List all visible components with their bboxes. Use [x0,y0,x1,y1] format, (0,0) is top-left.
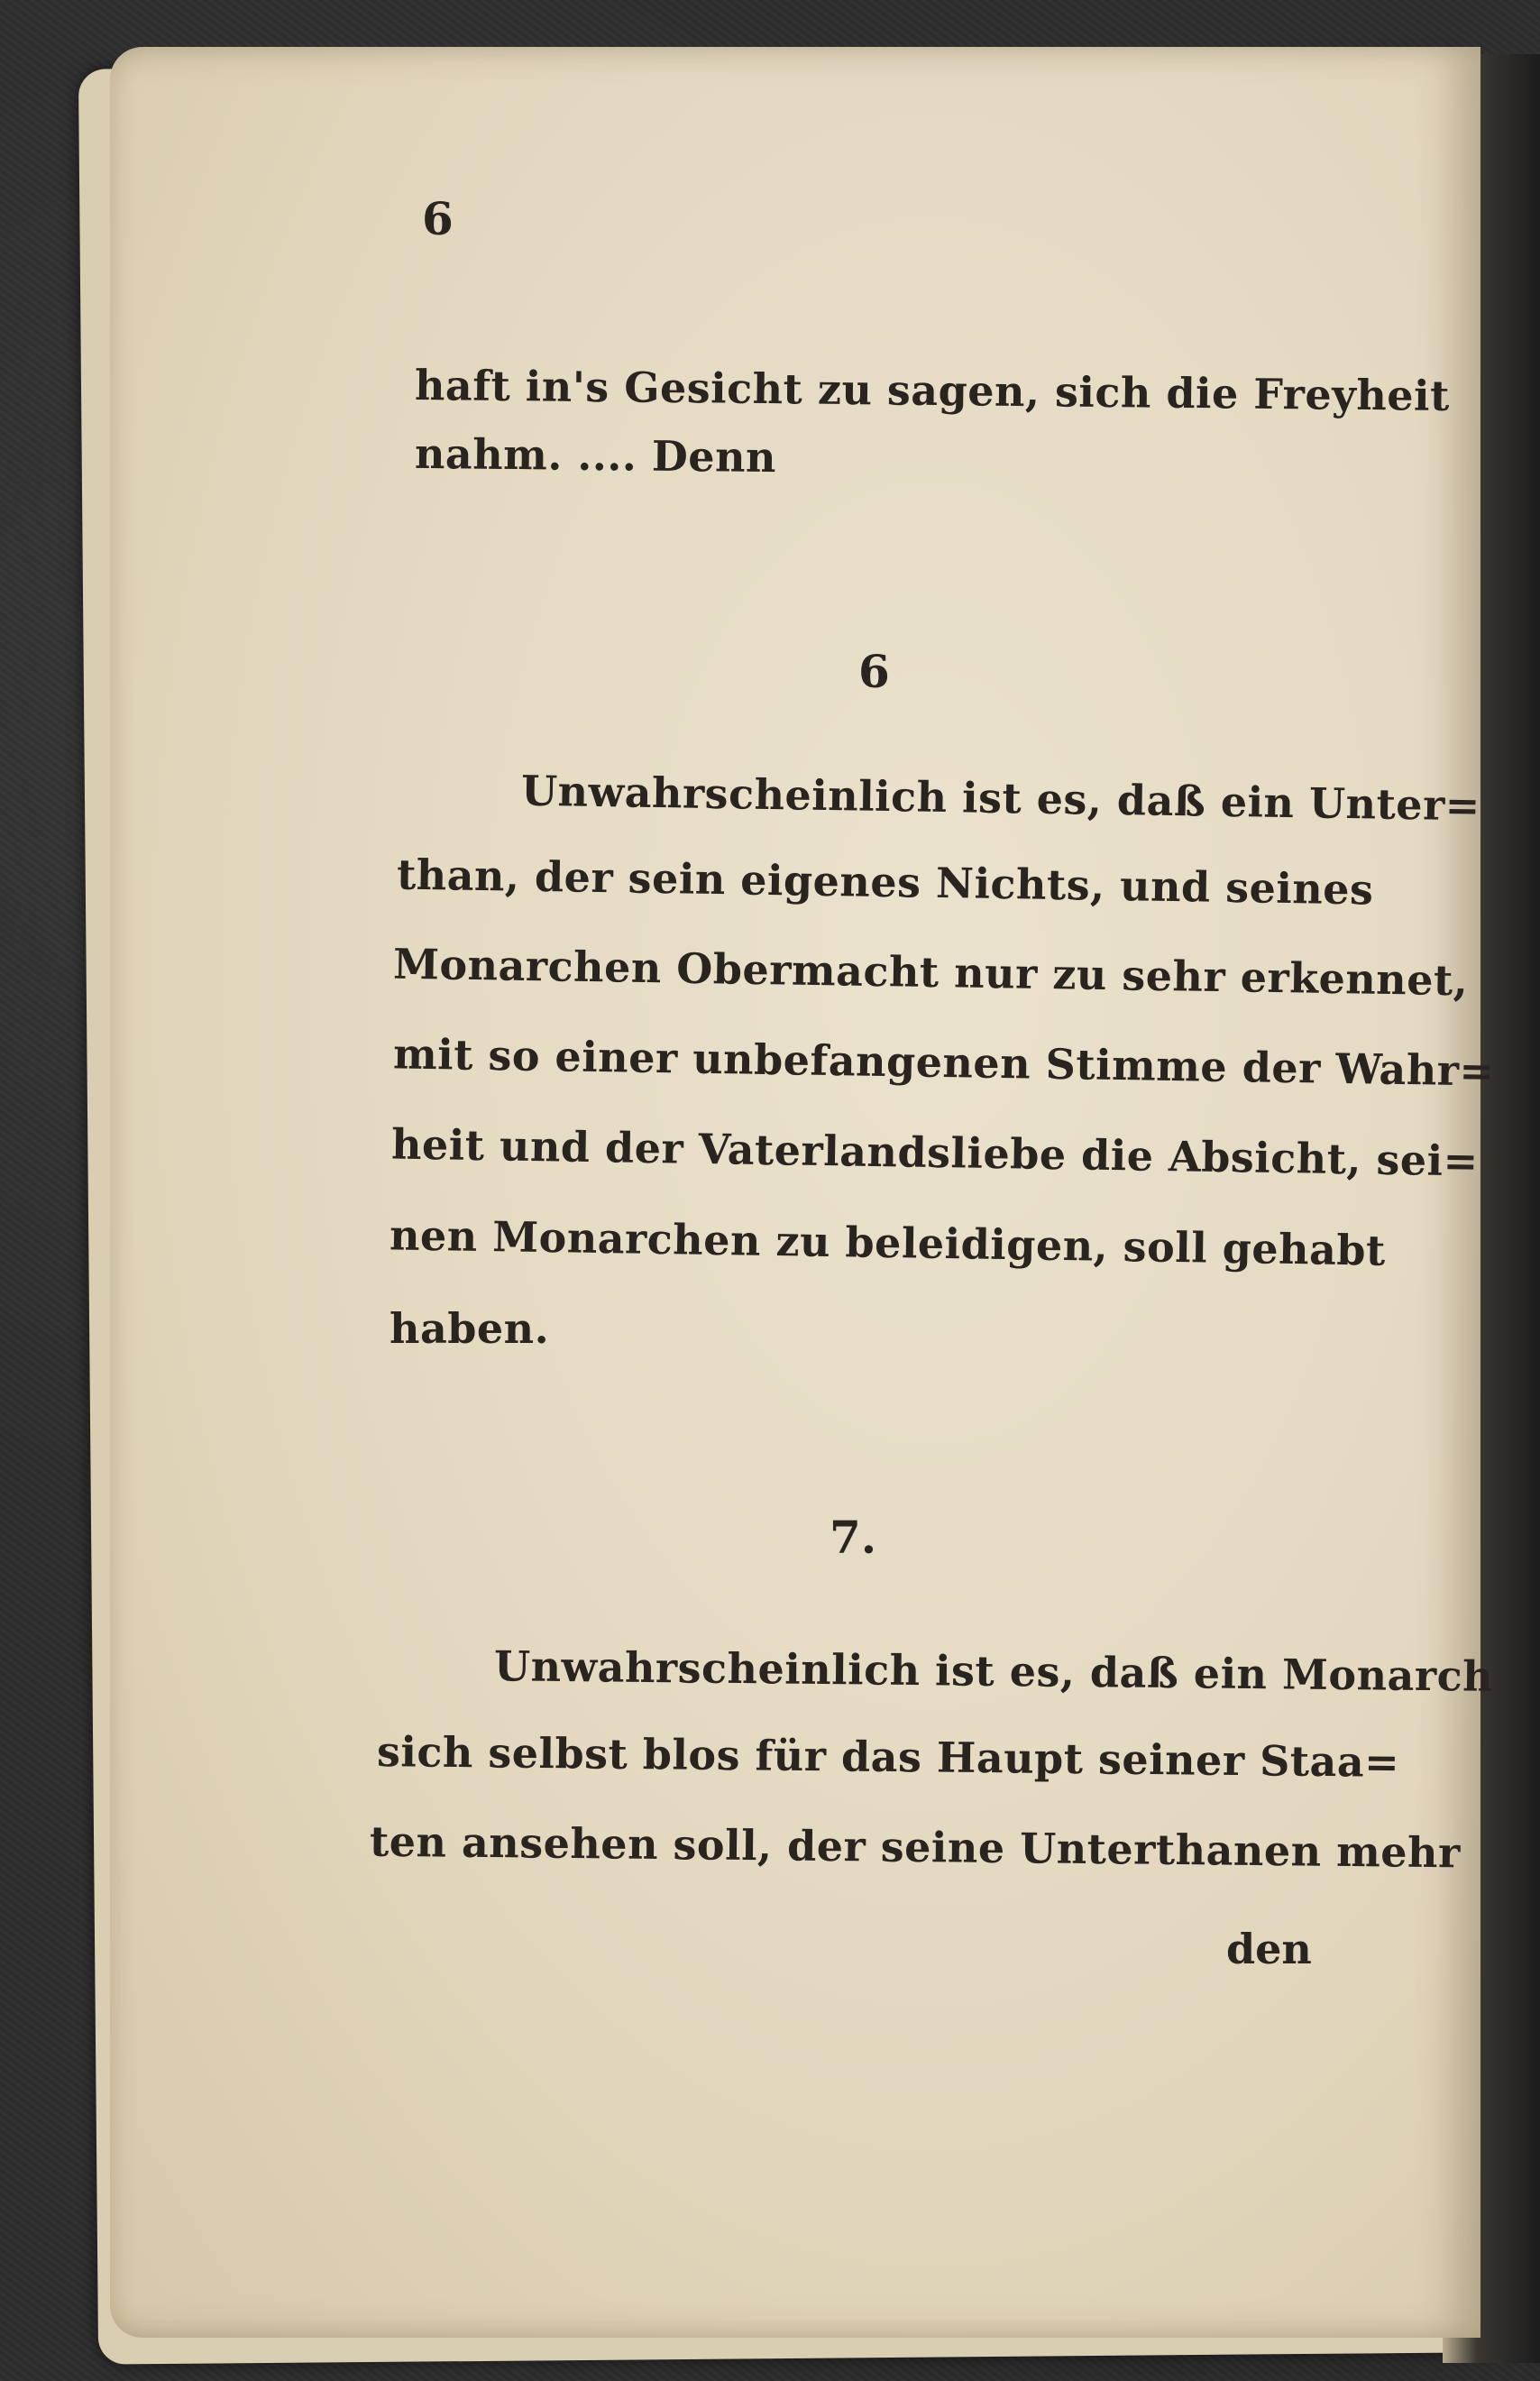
catchword: den [1226,1925,1312,1973]
text-line: haft in's Gesicht zu sagen, sich die Freyheit [414,360,1451,421]
text-line: than, der sein eigenes Nichts, und seines [396,850,1374,915]
page-number: 6 [422,192,454,245]
section-number-6: 6 [858,645,890,698]
text-line: nahm. .... Denn [414,428,777,483]
text-line: Unwahrscheinlich ist es, daß ein Unter= [520,766,1481,831]
text-line: heit und der Vaterlandsliebe die Absicht, sei= [390,1119,1480,1186]
text-line: ten ansehen soll, der seine Unterthanen mehr [369,1816,1462,1878]
text-line: haben. [390,1304,550,1353]
text-line: sich selbst blos für das Haupt seiner Staa= [376,1727,1400,1787]
text-line: nen Monarchen zu beleidigen, soll gehabt [389,1210,1387,1275]
text-line: mit so einer unbefangenen Stimme der Wahr= [392,1029,1495,1096]
text-line: Monarchen Obermacht nur zu sehr erkennet, [392,939,1469,1006]
section-number-7: 7. [830,1511,877,1564]
text-line: Unwahrscheinlich ist es, daß ein Monarch [493,1641,1494,1701]
